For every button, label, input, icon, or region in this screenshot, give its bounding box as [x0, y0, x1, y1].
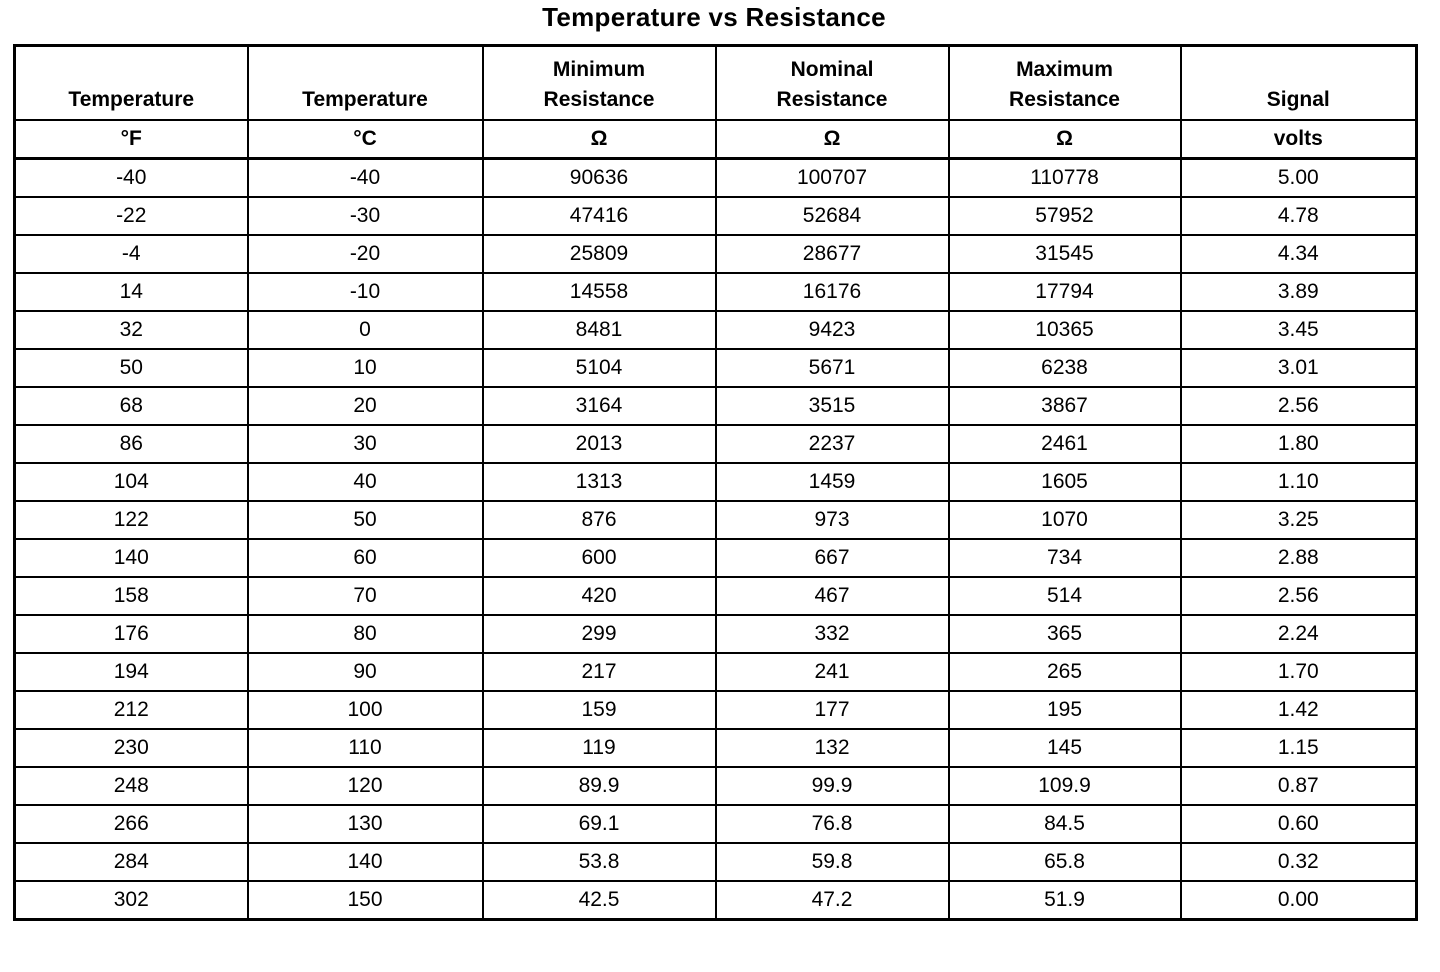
table-cell: 600 — [483, 539, 716, 577]
unit-header: °F — [15, 120, 248, 159]
table-cell: 17794 — [949, 273, 1181, 311]
table-cell: 100707 — [716, 159, 949, 198]
table-cell: 1070 — [949, 501, 1181, 539]
table-cell: 140 — [15, 539, 248, 577]
table-cell: 2.24 — [1181, 615, 1417, 653]
table-cell: 514 — [949, 577, 1181, 615]
table-cell: 876 — [483, 501, 716, 539]
temperature-resistance-table — [13, 44, 1418, 921]
table-cell: 4.34 — [1181, 235, 1417, 273]
table-cell: 99.9 — [716, 767, 949, 805]
table-cell: 109.9 — [949, 767, 1181, 805]
table-cell: 241 — [716, 653, 949, 691]
table-cell: 90 — [248, 653, 483, 691]
table-cell: 84.5 — [949, 805, 1181, 843]
table-cell: 248 — [15, 767, 248, 805]
table-cell: 80 — [248, 615, 483, 653]
table-cell: 50 — [15, 349, 248, 387]
table-cell: 3515 — [716, 387, 949, 425]
table-cell: 5.00 — [1181, 159, 1417, 198]
table-cell: 40 — [248, 463, 483, 501]
table-row — [15, 805, 1417, 843]
table-cell: 122 — [15, 501, 248, 539]
table-cell: 3867 — [949, 387, 1181, 425]
table-cell: 14 — [15, 273, 248, 311]
table-cell: 47.2 — [716, 881, 949, 920]
table-cell: 76.8 — [716, 805, 949, 843]
table-cell: 132 — [716, 729, 949, 767]
table-cell: 32 — [15, 311, 248, 349]
table-cell: 8481 — [483, 311, 716, 349]
unit-header: Ω — [949, 120, 1181, 159]
table-cell: 5104 — [483, 349, 716, 387]
table-cell: 119 — [483, 729, 716, 767]
table-cell: 42.5 — [483, 881, 716, 920]
table-cell: 3.01 — [1181, 349, 1417, 387]
table-cell: 145 — [949, 729, 1181, 767]
table-cell: 194 — [15, 653, 248, 691]
table-row — [15, 729, 1417, 767]
table-row — [15, 691, 1417, 729]
table-cell: -4 — [15, 235, 248, 273]
table-row — [15, 349, 1417, 387]
table-cell: 265 — [949, 653, 1181, 691]
table-cell: 365 — [949, 615, 1181, 653]
table-cell: 150 — [248, 881, 483, 920]
table-row — [15, 197, 1417, 235]
table-cell: 90636 — [483, 159, 716, 198]
table-cell: 158 — [15, 577, 248, 615]
table-cell: 14558 — [483, 273, 716, 311]
column-header: Nominal Resistance — [716, 46, 949, 121]
table-cell: 195 — [949, 691, 1181, 729]
table-cell: 1.15 — [1181, 729, 1417, 767]
table-row — [15, 235, 1417, 273]
table-cell: 140 — [248, 843, 483, 881]
table-cell: 120 — [248, 767, 483, 805]
table-row — [15, 387, 1417, 425]
column-header: Temperature — [15, 46, 248, 121]
table-cell: 2.56 — [1181, 577, 1417, 615]
table-cell: 467 — [716, 577, 949, 615]
table-cell: 734 — [949, 539, 1181, 577]
table-cell: 1605 — [949, 463, 1181, 501]
table-cell: 159 — [483, 691, 716, 729]
table-cell: 25809 — [483, 235, 716, 273]
unit-header: Ω — [716, 120, 949, 159]
table-cell: 130 — [248, 805, 483, 843]
table-cell: 1313 — [483, 463, 716, 501]
table-cell: 2.56 — [1181, 387, 1417, 425]
table-cell: 284 — [15, 843, 248, 881]
table-cell: 299 — [483, 615, 716, 653]
table-cell: 1.42 — [1181, 691, 1417, 729]
table-cell: 10365 — [949, 311, 1181, 349]
table-cell: 100 — [248, 691, 483, 729]
table-cell: 30 — [248, 425, 483, 463]
table-cell: -30 — [248, 197, 483, 235]
table-row — [15, 273, 1417, 311]
table-cell: 4.78 — [1181, 197, 1417, 235]
table-row — [15, 843, 1417, 881]
table-cell: 302 — [15, 881, 248, 920]
table-cell: -40 — [15, 159, 248, 198]
table-cell: 5671 — [716, 349, 949, 387]
table-row — [15, 425, 1417, 463]
table-cell: 217 — [483, 653, 716, 691]
table-row — [15, 501, 1417, 539]
table-row — [15, 767, 1417, 805]
table-cell: -10 — [248, 273, 483, 311]
table-row — [15, 653, 1417, 691]
table-cell: 1459 — [716, 463, 949, 501]
table-cell: 89.9 — [483, 767, 716, 805]
unit-header: volts — [1181, 120, 1417, 159]
table-cell: 16176 — [716, 273, 949, 311]
table-cell: 110778 — [949, 159, 1181, 198]
column-header: Temperature — [248, 46, 483, 121]
table-cell: 420 — [483, 577, 716, 615]
table-cell: 47416 — [483, 197, 716, 235]
table-cell: 2.88 — [1181, 539, 1417, 577]
table-cell: 212 — [15, 691, 248, 729]
table-cell: 667 — [716, 539, 949, 577]
table-row — [15, 159, 1417, 198]
table-cell: 3.89 — [1181, 273, 1417, 311]
table-cell: 2237 — [716, 425, 949, 463]
table-cell: 9423 — [716, 311, 949, 349]
table-cell: 3164 — [483, 387, 716, 425]
table-cell: 1.70 — [1181, 653, 1417, 691]
table-cell: 31545 — [949, 235, 1181, 273]
table-cell: 973 — [716, 501, 949, 539]
table-cell: 10 — [248, 349, 483, 387]
table-cell: 69.1 — [483, 805, 716, 843]
table-cell: 110 — [248, 729, 483, 767]
table-row — [15, 539, 1417, 577]
table-cell: 2013 — [483, 425, 716, 463]
table-cell: 176 — [15, 615, 248, 653]
table-cell: 3.45 — [1181, 311, 1417, 349]
table-cell: 60 — [248, 539, 483, 577]
table-cell: 0.60 — [1181, 805, 1417, 843]
table-body — [15, 159, 1417, 920]
table-cell: 53.8 — [483, 843, 716, 881]
table-cell: 0.87 — [1181, 767, 1417, 805]
table-cell: 52684 — [716, 197, 949, 235]
table-cell: 0 — [248, 311, 483, 349]
table-cell: 104 — [15, 463, 248, 501]
table-cell: 3.25 — [1181, 501, 1417, 539]
table-cell: 20 — [248, 387, 483, 425]
table-cell: 2461 — [949, 425, 1181, 463]
table-cell: 65.8 — [949, 843, 1181, 881]
column-header: Signal — [1181, 46, 1417, 121]
column-header: Maximum Resistance — [949, 46, 1181, 121]
table-cell: 51.9 — [949, 881, 1181, 920]
unit-header: °C — [248, 120, 483, 159]
table-row — [15, 881, 1417, 920]
table-cell: 6238 — [949, 349, 1181, 387]
table-cell: 266 — [15, 805, 248, 843]
table-cell: 230 — [15, 729, 248, 767]
table-row — [15, 577, 1417, 615]
unit-header: Ω — [483, 120, 716, 159]
table-row — [15, 311, 1417, 349]
table-row — [15, 463, 1417, 501]
table-cell: 0.00 — [1181, 881, 1417, 920]
page-title: Temperature vs Resistance — [542, 2, 886, 32]
table-cell: 50 — [248, 501, 483, 539]
table-cell: -40 — [248, 159, 483, 198]
table-cell: 70 — [248, 577, 483, 615]
table-cell: 68 — [15, 387, 248, 425]
table-cell: 177 — [716, 691, 949, 729]
unit-header-row — [15, 120, 1417, 159]
table-cell: 59.8 — [716, 843, 949, 881]
table-cell: -20 — [248, 235, 483, 273]
column-header: Minimum Resistance — [483, 46, 716, 121]
table-row — [15, 615, 1417, 653]
table-cell: 1.80 — [1181, 425, 1417, 463]
column-header-row — [15, 46, 1417, 121]
table-cell: 0.32 — [1181, 843, 1417, 881]
table-cell: 1.10 — [1181, 463, 1417, 501]
table-cell: 332 — [716, 615, 949, 653]
table-cell: -22 — [15, 197, 248, 235]
table-cell: 86 — [15, 425, 248, 463]
table-cell: 57952 — [949, 197, 1181, 235]
table-cell: 28677 — [716, 235, 949, 273]
